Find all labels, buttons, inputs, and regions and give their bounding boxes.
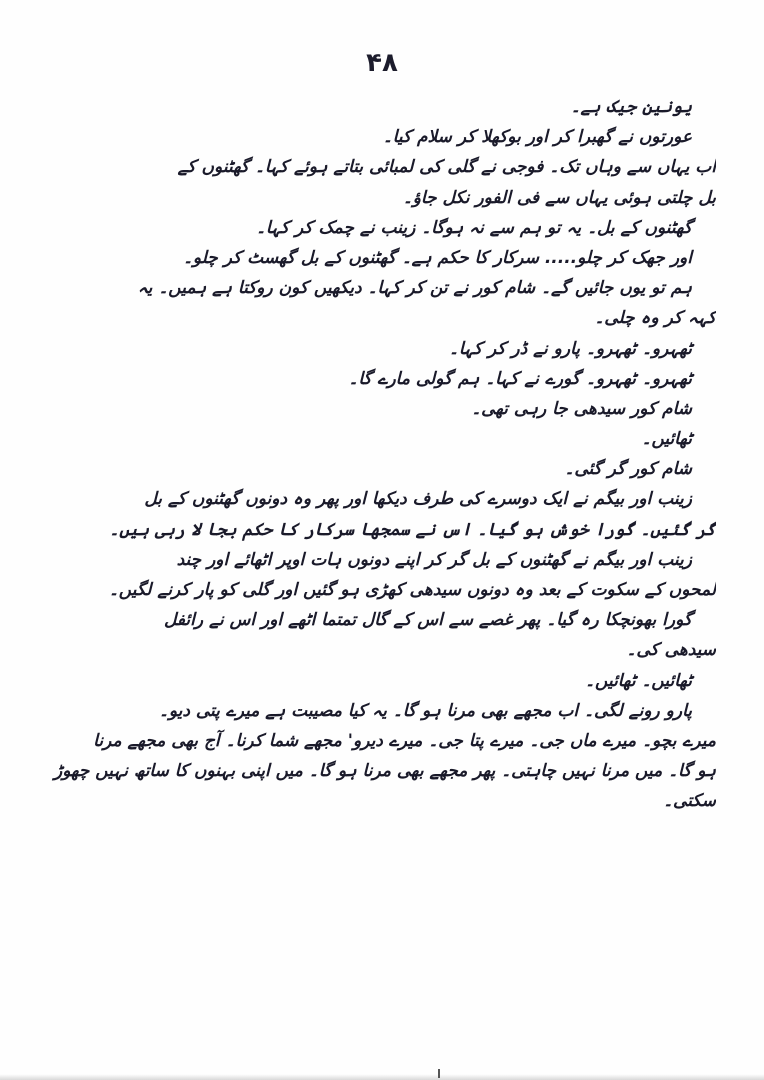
text-line: پارو رونے لگی۔ اب مجھے بھی مرنا ہو گا۔ یہ کیا مصیبت ہے میرے پتی دیو۔ xyxy=(158,700,692,721)
text-line: زینب اور بیگم نے ایک دوسرے کی طرف دیکھا اور پھر وہ دونوں گھٹنوں کے بل xyxy=(144,489,692,510)
page-bottom-edge xyxy=(0,1074,764,1080)
text-line: ہو گا۔ میں مرنا نہیں چاہتی۔ پھر مجھے بھی مرنا ہو گا۔ میں اپنی بہنوں کا ساتھ نہیں چھوڑ xyxy=(54,761,716,782)
text-line: یونین جیک ہے۔ xyxy=(570,97,692,117)
page-body-text xyxy=(40,92,716,817)
text-line: شام کور گر گئی۔ xyxy=(564,459,692,480)
text-line: عورتوں نے گھبرا کر اور بوکھلا کر سلام کیا۔ xyxy=(382,127,692,148)
text-line: بل چلتی ہوئی یہاں سے فی الفور نکل جاؤ۔ xyxy=(402,187,716,208)
text-line: گر گئیں۔ گورا خوش ہو گیا۔ اس نے سمجھا سرکار کا حکم بجا لا رہی ہیں۔ xyxy=(109,519,716,540)
text-line: سیدھی کی۔ xyxy=(626,640,716,661)
text-line: ہم تو یوں جائیں گے۔ شام کور نے تن کر کہا۔ دیکھیں کون روکتا ہے ہمیں۔ یہ xyxy=(137,278,692,299)
text-line: اور جھک کر چلو..... سرکار کا حکم ہے۔ گھٹنوں کے بل گھسٹ کر چلو۔ xyxy=(182,247,692,268)
text-line: اب یہاں سے وہاں تک۔ فوجی نے گلی کی لمبائی بتاتے ہوئے کہا۔ گھٹنوں کے xyxy=(177,157,716,178)
text-line: ٹھہرو۔ ٹھہرو۔ پارو نے ڈر کر کہا۔ xyxy=(448,338,692,359)
text-line: گھٹنوں کے بل۔ یہ تو ہم سے نہ ہوگا۔ زینب نے چمک کر کہا۔ xyxy=(255,217,692,238)
text-line: شام کور سیدھی جا رہی تھی۔ xyxy=(471,398,692,419)
text-line: ٹھہرو۔ ٹھہرو۔ گورے نے کہا۔ ہم گولی مارے گا۔ xyxy=(348,368,692,389)
text-line: گورا بھونچکا رہ گیا۔ پھر غصے سے اس کے گال تمتما اٹھے اور اس نے رائفل xyxy=(163,610,692,631)
text-line: ٹھائیں۔ xyxy=(641,429,692,450)
binding-mark xyxy=(438,1069,440,1078)
text-line: لمحوں کے سکوت کے بعد وہ دونوں سیدھی کھڑی ہو گئیں اور گلی کو پار کرنے لگیں۔ xyxy=(108,580,716,600)
page-number: ۴۸ xyxy=(366,48,398,78)
text-line: ٹھائیں۔ ٹھائیں۔ xyxy=(585,670,692,691)
text-line: سکتی۔ xyxy=(663,791,716,812)
text-line: میرے بچو۔ میرے ماں جی۔ میرے پتا جی۔ میرے دیرو' مجھے شما کرنا۔ آج بھی مجھے مرنا xyxy=(93,730,716,751)
text-line: زینب اور بیگم نے گھٹنوں کے بل گر کر اپنے دونوں ہات اوپر اٹھائے اور چند xyxy=(176,549,692,570)
text-line: کہہ کر وہ چلی۔ xyxy=(594,308,716,329)
